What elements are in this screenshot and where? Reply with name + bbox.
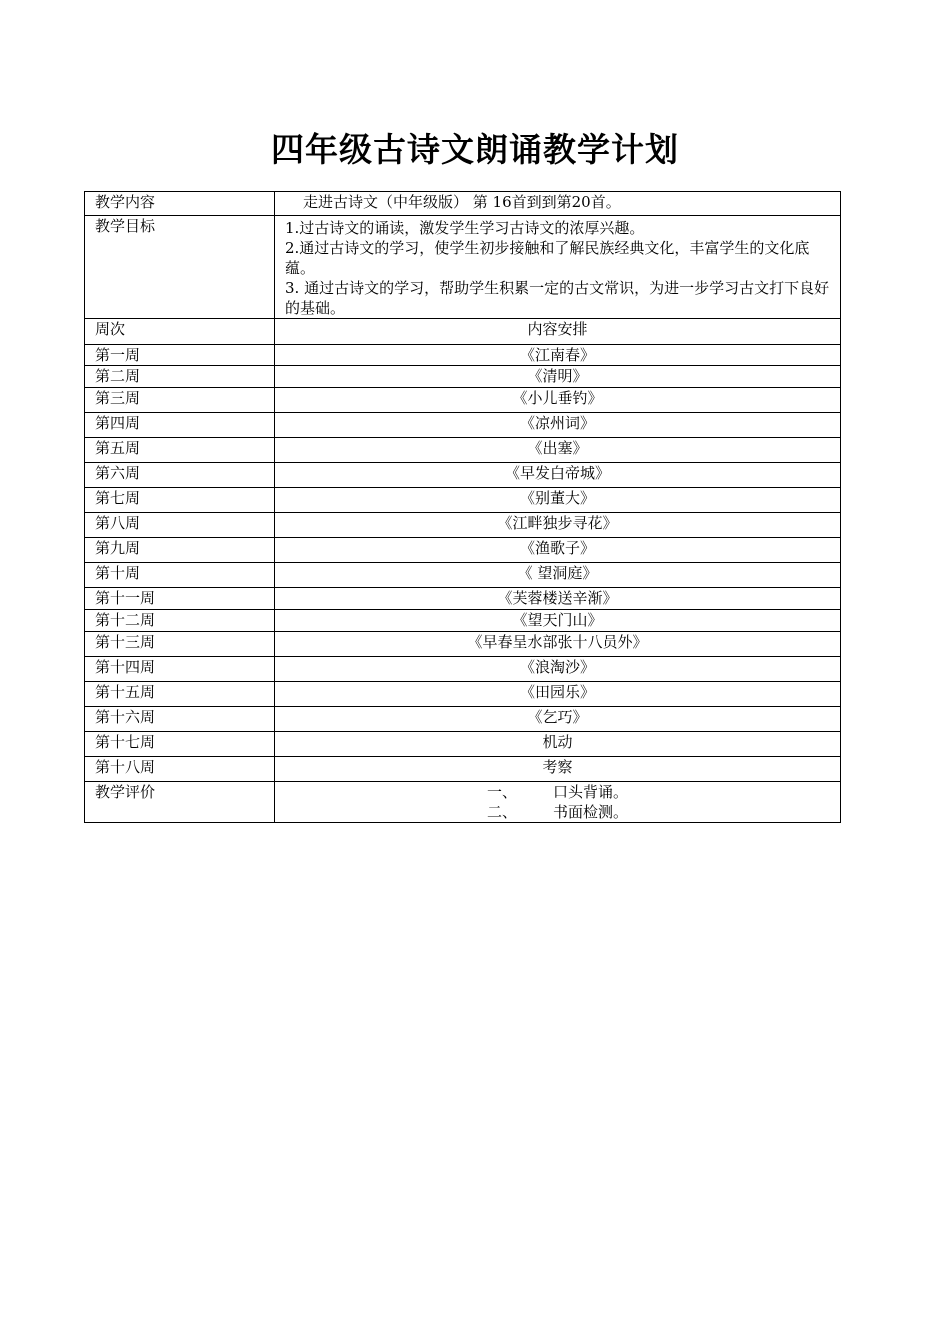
week-cell: 第六周 [85,463,275,488]
schedule-row [85,463,841,488]
goal-item-1: 1.过古诗文的诵读，激发学生学习古诗文的浓厚兴趣。 [285,219,645,237]
schedule-row [85,707,841,732]
evaluation-item [285,802,830,822]
poem-cell: 《浪淘沙》 [275,657,841,682]
schedule-row [85,438,841,463]
goals-list [275,216,841,319]
schedule-row [85,413,841,438]
poem-cell: 《别董大》 [275,488,841,513]
schedule-row [85,682,841,707]
schedule-header-row [85,319,841,345]
poem-cell: 《清明》 [275,366,841,388]
poem-cell: 《 望洞庭》 [275,563,841,588]
poem-cell: 《出塞》 [275,438,841,463]
poem-cell: 《小儿垂钓》 [275,388,841,413]
content-header: 内容安排 [275,319,841,345]
week-cell: 第十七周 [85,732,275,757]
week-cell: 第三周 [85,388,275,413]
poem-cell: 《芙蓉楼送辛渐》 [275,588,841,610]
week-cell: 第一周 [85,345,275,366]
evaluation-item-text: 书面检测。 [552,803,628,821]
teaching-plan-table [84,191,841,823]
schedule-row [85,732,841,757]
poem-cell: 《乞巧》 [275,707,841,732]
week-cell: 第八周 [85,513,275,538]
poem-cell: 《望天门山》 [275,610,841,632]
content-value [275,192,841,216]
poem-cell: 《渔歌子》 [275,538,841,563]
week-cell: 第十二周 [85,610,275,632]
schedule-row [85,610,841,632]
schedule-row [85,538,841,563]
week-cell: 第十五周 [85,682,275,707]
poem-cell: 机动 [275,732,841,757]
schedule-row [85,388,841,413]
content-label: 教学内容 [85,192,275,216]
week-cell: 第十六周 [85,707,275,732]
week-cell: 第十八周 [85,757,275,782]
content-row [85,192,841,216]
week-cell: 第十四周 [85,657,275,682]
poem-cell: 《江南春》 [275,345,841,366]
poem-cell: 考察 [275,757,841,782]
poem-cell: 《田园乐》 [275,682,841,707]
schedule-row [85,563,841,588]
goal-item-3: 3. 通过古诗文的学习，帮助学生积累一定的古文常识，为进一步学习古文打下良好的基础。 [285,279,830,317]
evaluation-item-number: 二、 [486,803,517,821]
goals-label: 教学目标 [85,216,275,319]
schedule-row [85,632,841,657]
week-cell: 第七周 [85,488,275,513]
poem-cell: 《凉州词》 [275,413,841,438]
week-cell: 第十三周 [85,632,275,657]
schedule-row [85,757,841,782]
poem-cell: 《早发白帝城》 [275,463,841,488]
week-cell: 第二周 [85,366,275,388]
content-text: 走进古诗文（中年级版） 第 16首到到第20首。 [303,193,621,211]
poem-cell: 《江畔独步寻花》 [275,513,841,538]
goals-row [85,216,841,319]
evaluation-label: 教学评价 [85,782,275,823]
evaluation-item-number: 一、 [486,783,517,801]
week-cell: 第九周 [85,538,275,563]
evaluation-item-text: 口头背诵。 [552,783,628,801]
week-cell: 第五周 [85,438,275,463]
schedule-row [85,488,841,513]
week-cell: 第十周 [85,563,275,588]
goal-item-2: 2.通过古诗文的学习，使学生初步接触和了解民族经典文化，丰富学生的文化底蕴。 [285,239,810,277]
evaluation-list [275,782,841,823]
evaluation-item [285,782,830,802]
schedule-row [85,345,841,366]
week-header: 周次 [85,319,275,345]
poem-cell: 《早春呈水部张十八员外》 [275,632,841,657]
schedule-row [85,366,841,388]
week-cell: 第四周 [85,413,275,438]
schedule-row [85,657,841,682]
evaluation-row [85,782,841,823]
schedule-row [85,513,841,538]
week-cell: 第十一周 [85,588,275,610]
schedule-row [85,588,841,610]
page-title: 四年级古诗文朗诵教学计划 [271,130,679,169]
